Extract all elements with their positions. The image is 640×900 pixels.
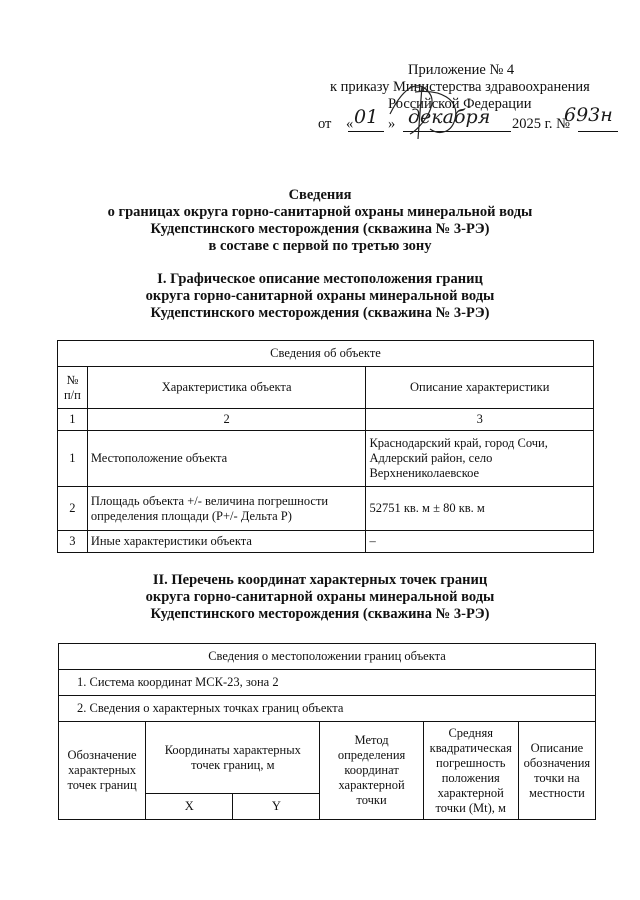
table-1-colnum-2: 2 <box>87 409 366 431</box>
header-point-description: Описание обозначения точки на местности <box>518 722 595 820</box>
handwritten-number: 693н <box>564 104 613 126</box>
signature-mark <box>360 74 490 144</box>
section-2-heading <box>0 572 640 623</box>
coordinate-system-row: 1. Система координат МСК-23, зона 2 <box>59 670 596 696</box>
table-row <box>58 431 594 487</box>
object-info-table <box>57 340 594 553</box>
appendix-title: Приложение № 4 <box>408 62 515 78</box>
table-1-colnum-1: 1 <box>58 409 88 431</box>
section-1-line-2: округа горно-санитарной охраны минеральной воды <box>145 288 495 304</box>
table-1-colnum-3: 3 <box>366 409 594 431</box>
quote-open: « <box>346 116 354 132</box>
header-coordinates: Координаты характерных точек границ, м <box>146 722 320 794</box>
section-1-heading <box>0 271 640 322</box>
row-number: 1 <box>58 431 88 487</box>
quote-close: » <box>388 116 396 132</box>
title-line-1: Сведения <box>288 187 352 203</box>
handwritten-month: декабря <box>408 106 491 128</box>
row-characteristic: Площадь объекта +/- величина погрешности определения площади (P+/- Дельта P) <box>87 487 366 531</box>
points-info-row: 2. Сведения о характерных точках границ объекта <box>59 696 596 722</box>
header-error: Средняя квадратическая погрешность положения характерной точки (Mt), м <box>423 722 518 820</box>
header-method: Метод определения координат характерной точки <box>320 722 423 820</box>
row-characteristic: Иные характеристики объекта <box>87 531 366 553</box>
table-row <box>58 487 594 531</box>
table-row <box>58 531 594 553</box>
row-characteristic: Местоположение объекта <box>87 431 366 487</box>
year-label: 2025 г. № <box>512 116 571 132</box>
row-number: 2 <box>58 487 88 531</box>
section-2-line-1: II. Перечень координат характерных точек границ <box>152 572 488 588</box>
appendix-federation: Российской Федерации <box>388 96 532 112</box>
handwritten-day: 01 <box>354 106 379 128</box>
row-description: – <box>366 531 594 553</box>
table-1-header-description: Описание характеристики <box>366 367 594 409</box>
document-title <box>0 187 640 255</box>
section-1-line-3: Кудепстинского месторождения (скважина № 3-РЭ) <box>150 305 490 321</box>
number-underline <box>578 131 618 132</box>
header-point-designation: Обозначение характерных точек границ <box>59 722 146 820</box>
header-y: Y <box>233 794 320 820</box>
appendix-order: к приказу Министерства здравоохранения <box>330 79 590 95</box>
table-1-caption: Сведения об объекте <box>58 341 594 367</box>
title-line-3: Кудепстинского месторождения (скважина № 3-РЭ) <box>150 221 490 237</box>
table-1-header-characteristic: Характеристика объекта <box>87 367 366 409</box>
title-line-2: о границах округа горно-санитарной охраны минеральной воды <box>107 204 533 220</box>
date-from-label: от <box>318 116 332 132</box>
section-2-line-3: Кудепстинского месторождения (скважина № 3-РЭ) <box>150 606 490 622</box>
row-description: Краснодарский край, город Сочи, Адлерский район, село Верхнениколаевское <box>366 431 594 487</box>
header-x: X <box>146 794 233 820</box>
coordinates-table <box>58 643 596 820</box>
section-1-line-1: I. Графическое описание местоположения границ <box>157 271 483 287</box>
table-1-header-number: № п/п <box>58 367 88 409</box>
title-line-4: в составе с первой по третью зону <box>208 238 432 254</box>
table-2-caption: Сведения о местоположении границ объекта <box>59 644 596 670</box>
row-description: 52751 кв. м ± 80 кв. м <box>366 487 594 531</box>
row-number: 3 <box>58 531 88 553</box>
section-2-line-2: округа горно-санитарной охраны минеральной воды <box>145 589 495 605</box>
